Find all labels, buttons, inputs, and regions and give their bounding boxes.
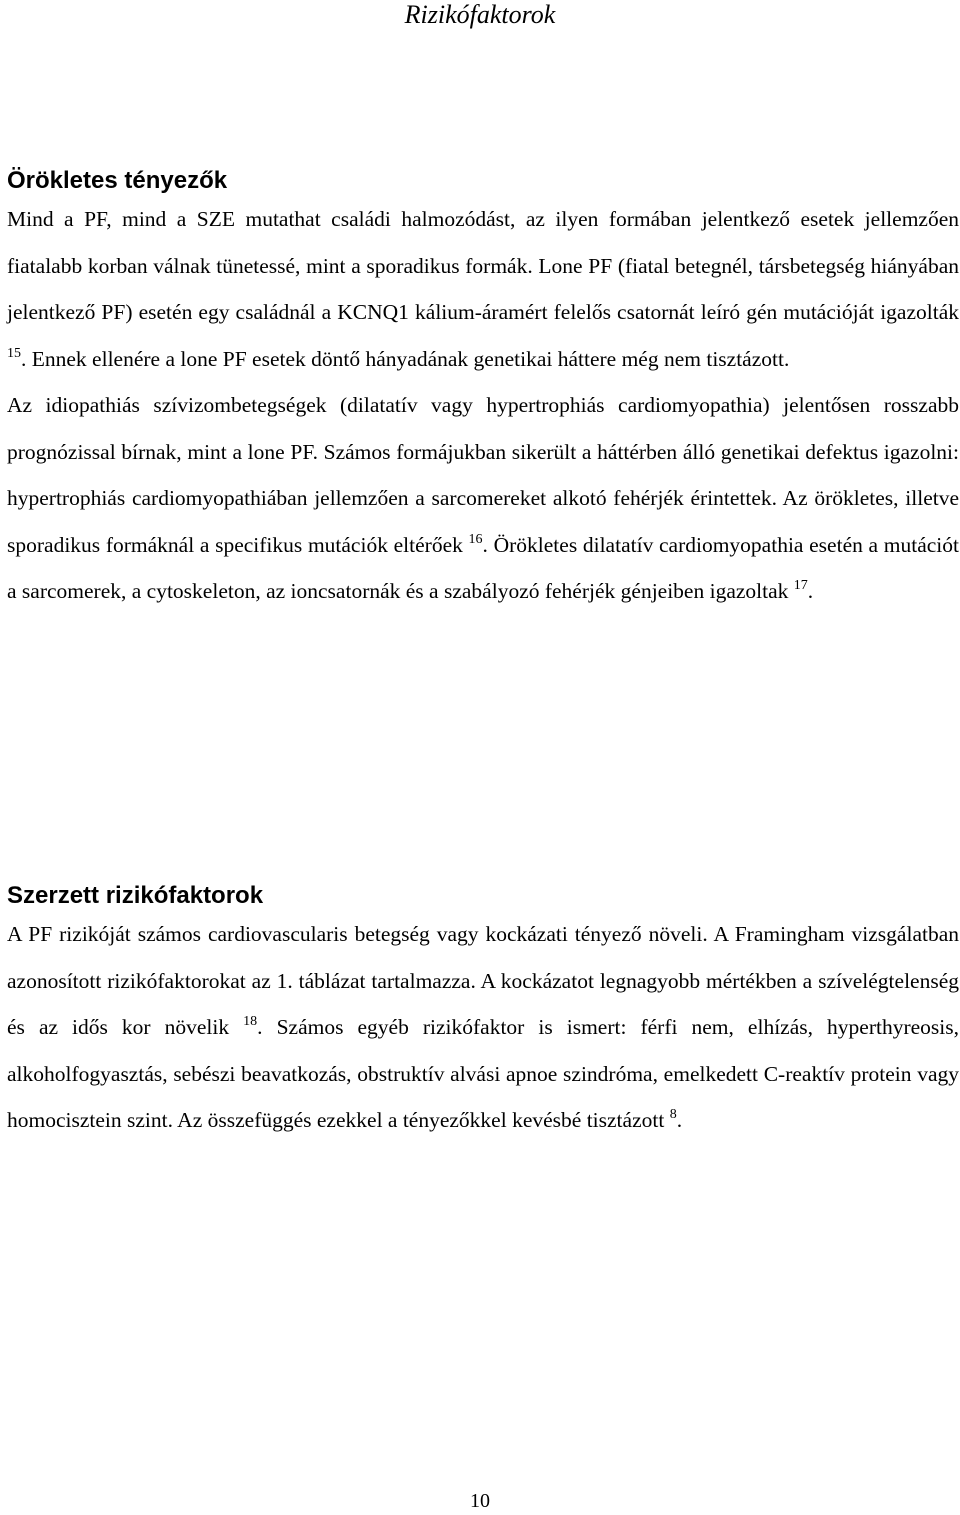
citation-reference: 18 — [243, 1014, 258, 1029]
page-number: 10 — [470, 1490, 490, 1512]
citation-reference: 16 — [468, 531, 483, 547]
paragraph-text: . Számos egyéb rizikófaktor is ismert: férfi nem, elhízás, hyperthyreosis, alkoholfogyasztás, sebészi beavatkozás, obstruktív alvási apnoe szindróma, emelkedett C-reaktív protein vagy homocisztein szint. Az összefüggés ezekkel a tényezőkkel kevésbé tisztázott — [7, 1015, 959, 1132]
paragraph — [7, 196, 959, 382]
running-header: Rizikófaktorok — [404, 0, 556, 29]
section-acquired-risk-factors — [7, 881, 959, 1144]
section-heading: Szerzett rizikófaktorok — [7, 882, 264, 909]
paragraph-text: Az idiopathiás szívizombetegségek (dilatatív vagy hypertrophiás cardiomyopathia) jelentősen rosszabb prognózissal bírnak, mint a lone PF. Számos formájukban sikerült a háttérben álló genetikai defektus igazolni: hypertrophiás cardiomyopathiában jellemzően a sarcomereket alkotó fehérjék érintettek. Az örökletes, illetve sporadikus formáknál a specifikus mutációk eltérőek — [7, 393, 959, 557]
paragraph-text: . — [676, 1108, 683, 1132]
citation-reference: 17 — [793, 578, 808, 593]
section-hereditary-factors — [7, 166, 959, 615]
paragraph-text: . Ennek ellenére a lone PF esetek döntő hányadának genetikai háttere még nem tisztázott. — [21, 346, 790, 371]
paragraph — [7, 382, 959, 615]
paragraph-text: Mind a PF, mind a SZE mutathat családi halmozódást, az ilyen formában jelentkező esetek jellemzően fiatalabb korban válnak tünetessé, mint a sporadikus formák. Lone PF (fiatal betegnél, társbetegség hiányában jelentkező PF) esetén egy családnál a KCNQ1 kálium-áramért felelős csatornát leíró gén mutációját igazolták — [7, 207, 959, 324]
paragraph — [7, 911, 959, 1144]
citation-reference: 15 — [7, 345, 21, 361]
paragraph-text: A PF rizikóját számos cardiovascularis betegség vagy kockázati tényező növeli. A Framingham vizsgálatban azonosított rizikófaktorokat az 1. táblázat tartalmazza. A kockázatot legnagyobb mértékben a szívelégtelenség és az idős kor növelik — [7, 922, 959, 1039]
citation-reference: 8 — [669, 1107, 677, 1122]
paragraph-text: . — [807, 579, 814, 603]
section-heading: Örökletes tényezők — [7, 167, 228, 194]
paragraph-text: . Örökletes dilatatív cardiomyopathia esetén a mutációt a sarcomerek, a cytoskeleton, az ioncsatornák és a szabályozó fehérjék génjeiben igazoltak — [7, 532, 959, 603]
